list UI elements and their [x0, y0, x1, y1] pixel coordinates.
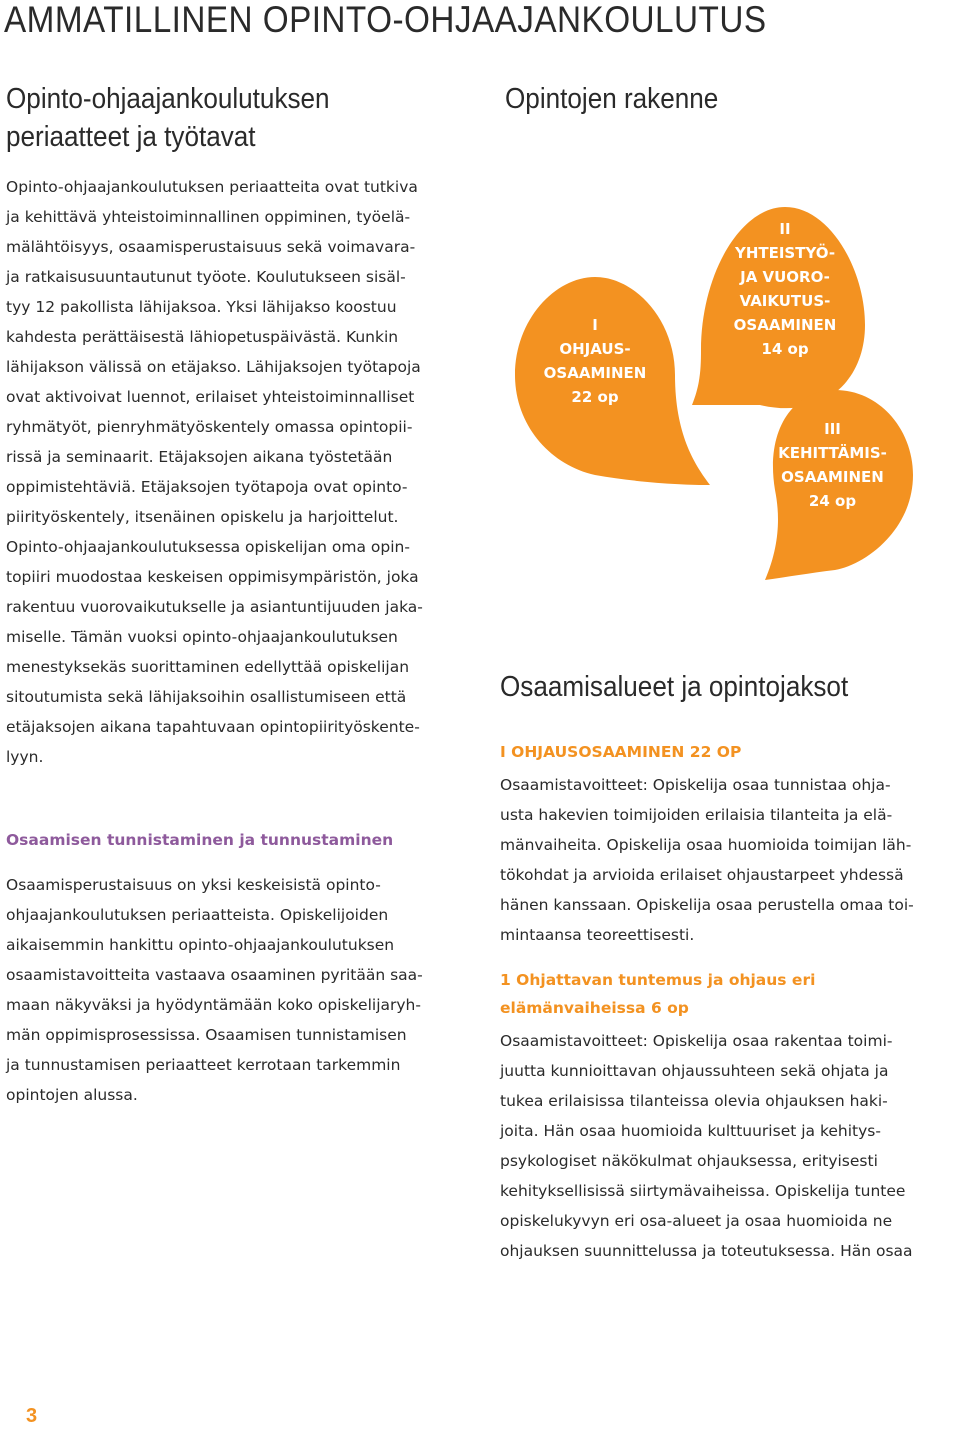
text-line: kahdesta perättäisestä lähiopetuspäivästä. Kunkin	[6, 328, 399, 346]
course-1-heading	[500, 966, 815, 1022]
bubble-line: KEHITTÄMIS-	[778, 444, 887, 462]
bubble-line: OSAAMINEN	[781, 468, 884, 486]
text-line: tukea erilaisissa tilanteissa olevia ohjauksen haki-	[500, 1092, 888, 1110]
bubble-line: OHJAUS-	[559, 340, 631, 358]
bubble-3-label	[745, 417, 920, 513]
text-line: hänen kanssaan. Opiskelija osaa perustella omaa toi-	[500, 896, 914, 914]
text-line: Osaamisperustaisuus on yksi keskeisistä opinto-	[6, 876, 381, 894]
bubble-1-label	[495, 313, 695, 409]
text-line: kehityksellisissä siirtymävaiheissa. Opiskelija tuntee	[500, 1182, 906, 1200]
text-line: opintojen alussa.	[6, 1086, 138, 1104]
text-line: opiskelukyvyn eri osa-alueet ja osaa huomioida ne	[500, 1212, 893, 1230]
text-line: ohjaajankoulutuksen periaatteista. Opiskelijoiden	[6, 906, 389, 924]
text-line: topiiri muodostaa keskeisen oppimisympäristön, joka	[6, 568, 419, 586]
text-line: ja kehittävä yhteistoiminnallinen oppiminen, työelä-	[6, 208, 411, 226]
text-line: Osaamistavoitteet: Opiskelija osaa rakentaa toimi-	[500, 1032, 893, 1050]
recognition-subheading: Osaamisen tunnistaminen ja tunnustaminen	[6, 831, 394, 849]
text-line: ohjauksen suunnittelussa ja toteutuksessa. Hän osaa	[500, 1242, 913, 1260]
page-number: 3	[26, 1405, 38, 1427]
text-line: piirityöskentely, itsenäinen opiskelu ja harjoittelut.	[6, 508, 399, 526]
text-line: män oppimisprosessissa. Osaamisen tunnistamisen	[6, 1026, 407, 1044]
text-line: tyy 12 pakollista lähijaksoa. Yksi lähijakso koostuu	[6, 298, 397, 316]
text-line: maan näkyväksi ja hyödyntämään koko opiskelijaryh-	[6, 996, 421, 1014]
text-line: menestyksekäs suorittaminen edellyttää opiskelijan	[6, 658, 410, 676]
text-line: sitoutumista sekä lähijaksoihin osallistumiseen että	[6, 688, 407, 706]
text-line: osaamistavoitteita vastaava osaaminen pyritään saa-	[6, 966, 423, 984]
text-line: ryhmätyöt, pienryhmätyöskentely omassa opintopii-	[6, 418, 413, 436]
bubble-line: OSAAMINEN	[733, 316, 837, 334]
bubble-line: 24 op	[808, 492, 857, 510]
left-heading	[6, 80, 330, 156]
text-line: oppimistehtäviä. Etäjaksojen työtapoja ovat opinto-	[6, 478, 408, 496]
bubble-line: 14 op	[761, 340, 809, 358]
text-line: rissä ja seminaarit. Etäjaksojen aikana työstetään	[6, 448, 393, 466]
left-heading-line-1: Opinto-ohjaajankoulutuksen	[6, 83, 330, 115]
bubble-line: II	[779, 220, 791, 238]
page-title: AMMATILLINEN OPINTO-OHJAAJANKOULUTUS	[4, 0, 767, 40]
bubble-line: JA VUORO-	[740, 268, 830, 286]
text-line: lyyn.	[6, 748, 44, 766]
text-line: mälähtöisyys, osaamisperustaisuus sekä voimavara-	[6, 238, 416, 256]
text-line: miselle. Tämän vuoksi opinto-ohjaajankoulutuksen	[6, 628, 398, 646]
bubble-2-label	[690, 217, 880, 361]
text-line: mänvaiheita. Opiskelija osaa huomioida toimijan läh-	[500, 836, 912, 854]
text-line: ja tunnustamisen periaatteet kerrotaan tarkemmin	[6, 1056, 401, 1074]
recognition-paragraph	[6, 870, 476, 1110]
bubble-line: VAIKUTUS-	[739, 292, 831, 310]
left-heading-line-2: periaatteet ja työtavat	[6, 121, 256, 153]
course-1-heading-line-1: 1 Ohjattavan tuntemus ja ohjaus eri	[500, 971, 816, 989]
text-line: Osaamistavoitteet: Opiskelija osaa tunnistaa ohja-	[500, 776, 891, 794]
course-1-paragraph	[500, 1026, 955, 1266]
text-line: Opinto-ohjaajankoulutuksessa opiskelijan oma opin-	[6, 538, 410, 556]
bubble-line: III	[824, 420, 841, 438]
text-line: joita. Hän osaa huomioida kulttuuriset ja kehitys-	[500, 1122, 881, 1140]
text-line: juutta kunnioittavan ohjaussuhteen sekä ohjata ja	[500, 1062, 889, 1080]
text-line: ja ratkaisusuuntautunut työote. Koulutukseen sisäl-	[6, 268, 406, 286]
text-line: aikaisemmin hankittu opinto-ohjaajankoulutuksen	[6, 936, 395, 954]
principles-paragraph	[6, 172, 476, 772]
course-1-heading-line-2: elämänvaiheissa 6 op	[500, 999, 689, 1017]
structure-heading: Opintojen rakenne	[505, 83, 719, 115]
areas-heading: Osaamisalueet ja opintojaksot	[500, 671, 849, 703]
section-1-heading: I OHJAUSOSAAMINEN 22 OP	[500, 743, 742, 761]
bubble-line: YHTEISTYÖ-	[734, 244, 836, 262]
text-line: ovat aktivoivat luennot, erilaiset yhteistoiminnalliset	[6, 388, 415, 406]
text-line: mintaansa teoreettisesti.	[500, 926, 695, 944]
text-line: rakentuu vuorovaikutukselle ja asiantuntijuuden jaka-	[6, 598, 423, 616]
bubble-line: OSAAMINEN	[543, 364, 647, 382]
text-line: tökohdat ja arvioida erilaiset ohjaustarpeet yhdessä	[500, 866, 904, 884]
text-line: lähijakson välissä on etäjakso. Lähijaksojen työtapoja	[6, 358, 421, 376]
text-line: Opinto-ohjaajankoulutuksen periaatteita ovat tutkiva	[6, 178, 418, 196]
text-line: psykologiset näkökulmat ohjauksessa, erityisesti	[500, 1152, 878, 1170]
section-1-paragraph	[500, 770, 955, 950]
bubble-line: 22 op	[571, 388, 619, 406]
text-line: usta hakevien toimijoiden erilaisia tilanteita ja elä-	[500, 806, 893, 824]
bubble-line: I	[592, 316, 598, 334]
text-line: etäjaksojen aikana tapahtuvaan opintopiirityöskente-	[6, 718, 420, 736]
